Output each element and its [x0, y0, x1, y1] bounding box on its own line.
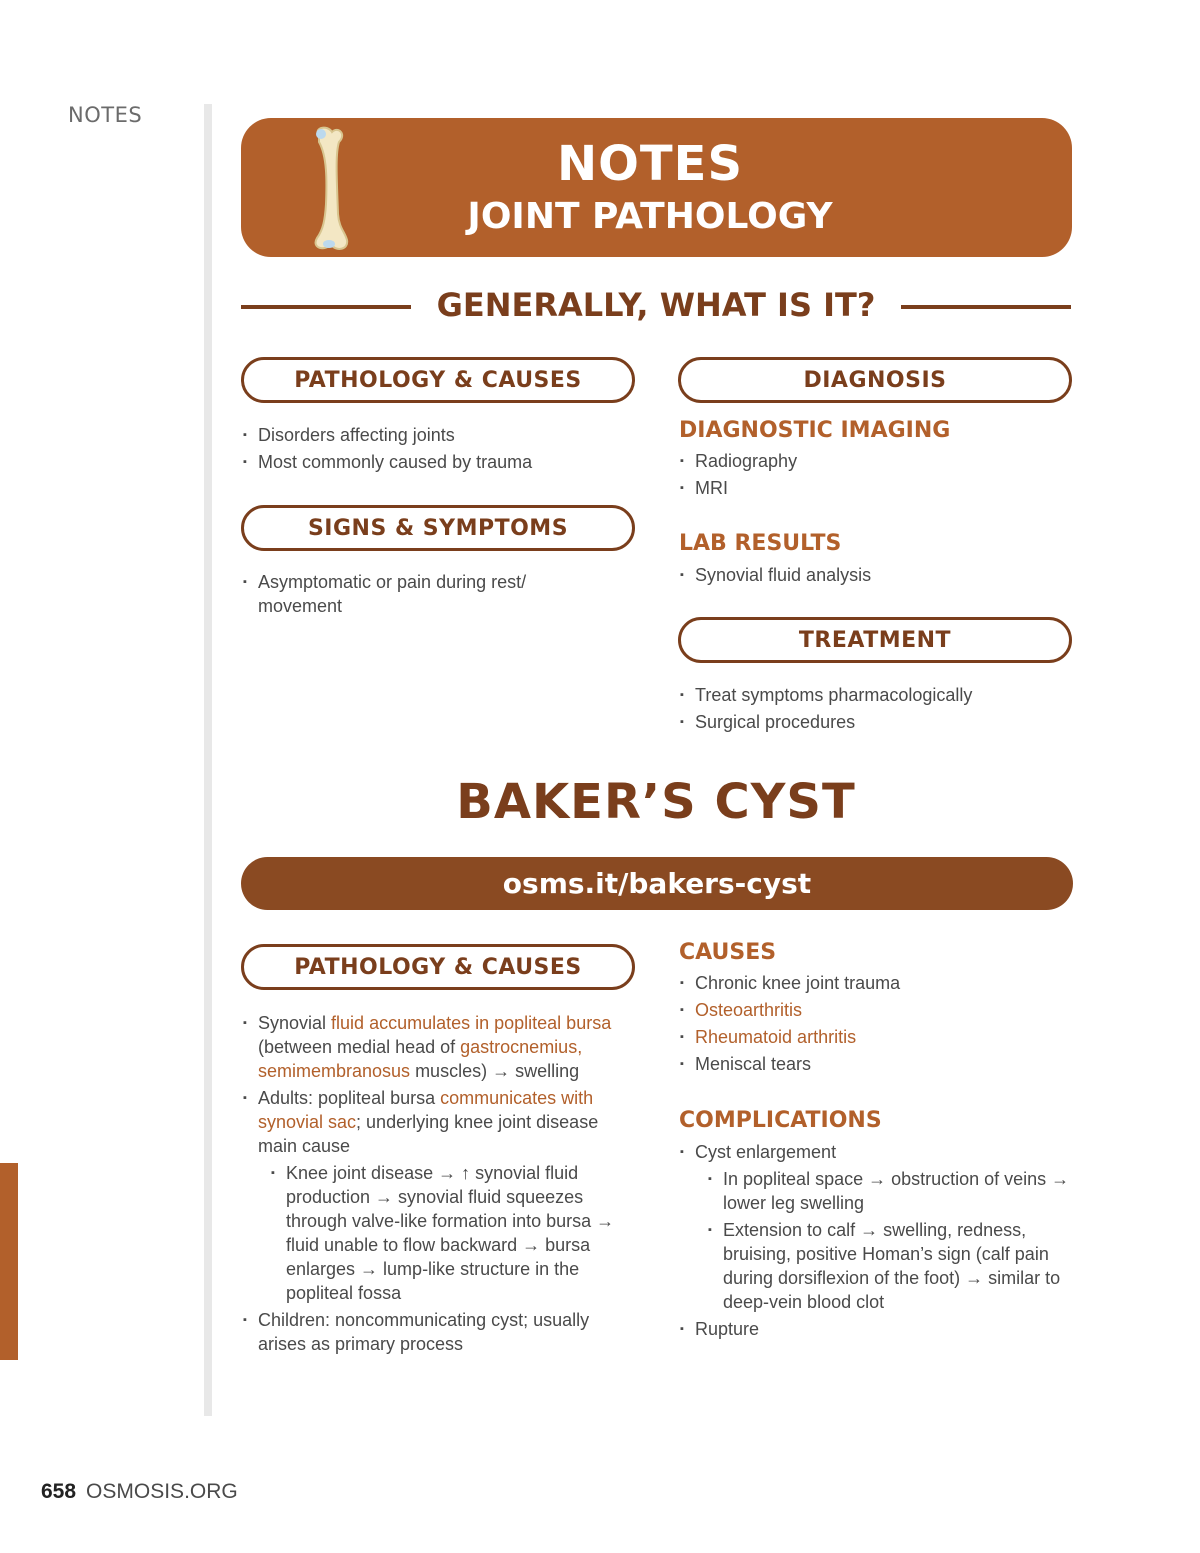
- treatment-pill: TREATMENT: [678, 617, 1072, 663]
- list-item: ▪ Disorders affecting joints: [242, 423, 632, 447]
- highlight-text: fluid accumulates in popliteal bursa: [331, 1013, 612, 1033]
- heading-rule-right: [901, 305, 1071, 309]
- causes-list: [679, 971, 1071, 1079]
- topic-title: BAKER’S CYST: [456, 774, 856, 830]
- causes-heading: CAUSES: [679, 940, 777, 965]
- bullet-text: Synovial: [258, 1013, 332, 1033]
- bullet-text: ; underlying knee joint disease main cause: [258, 1112, 599, 1156]
- lab-results-list: [679, 563, 1069, 590]
- list-item: ▪ Rupture: [679, 1317, 1073, 1341]
- pathology-causes-pill: PATHOLOGY & CAUSES: [241, 357, 635, 403]
- list-item: ▪ Synovial fluid analysis: [679, 563, 1069, 587]
- list-item: [242, 1011, 634, 1083]
- sidebar-divider: [204, 104, 212, 1416]
- list-item: ▪ Cyst enlargement: [679, 1140, 1073, 1164]
- diagnostic-imaging-list: [679, 449, 1069, 503]
- list-item: ▪ Radiography: [679, 449, 1069, 473]
- list-item: ▪ Osteoarthritis: [679, 998, 1071, 1022]
- list-item: ▪ Meniscal tears: [679, 1052, 1071, 1076]
- list-item: ▪ Chronic knee joint trauma: [679, 971, 1071, 995]
- bullet-text: muscles) → swelling: [410, 1061, 580, 1081]
- page-title: NOTES: [556, 136, 744, 192]
- list-item: [242, 1086, 634, 1158]
- topic-pathology-list: [242, 1011, 634, 1359]
- highlight-text: communicates with synovial sac: [258, 1088, 594, 1132]
- general-section-heading: GENERALLY, WHAT IS IT?: [436, 286, 876, 324]
- list-item: ▪ Surgical procedures: [679, 710, 1069, 734]
- sub-list-item: ▪ In popliteal space → obstruction of veins → lower leg swelling: [707, 1167, 1073, 1215]
- site-name: OSMOSIS.ORG: [86, 1480, 238, 1503]
- page-footer: [41, 1480, 238, 1504]
- chapter-edge-tab: [0, 1163, 18, 1360]
- general-section-heading-row: [241, 284, 1071, 328]
- list-item: ▪ Treat symptoms pharmacologically: [679, 683, 1069, 707]
- list-item: ▪ Asymptomatic or pain during rest/ movement: [242, 570, 582, 618]
- sub-list-item: ▪ Knee joint disease → ↑ synovial fluid production → synovial fluid squeezes through valve-like formation into bursa → fluid unable to flow backward → bursa enlarges → lump-like structure in the popliteal fossa: [270, 1161, 634, 1305]
- treatment-list: [679, 683, 1069, 737]
- signs-symptoms-pill: SIGNS & SYMPTOMS: [241, 505, 635, 551]
- complications-list: [679, 1140, 1073, 1344]
- list-item: ▪ MRI: [679, 476, 1069, 500]
- page-subtitle: JOINT PATHOLOGY: [467, 196, 833, 237]
- general-signs-list: [242, 570, 582, 621]
- list-item: ▪ Rheumatoid arthritis: [679, 1025, 1071, 1049]
- page-number: 658: [41, 1480, 77, 1503]
- diagnostic-imaging-heading: DIAGNOSTIC IMAGING: [679, 418, 951, 443]
- list-item: ▪ Most commonly caused by trauma: [242, 450, 632, 474]
- diagnosis-pill: DIAGNOSIS: [678, 357, 1072, 403]
- complications-heading: COMPLICATIONS: [679, 1108, 882, 1133]
- general-pathology-list: [242, 423, 632, 477]
- list-item: ▪ Children: noncommunicating cyst; usually arises as primary process: [242, 1308, 634, 1356]
- bullet-text: (between medial head of: [258, 1037, 461, 1057]
- sub-list-item: ▪ Extension to calf → swelling, redness, bruising, positive Homan’s sign (calf pain during dorsiflexion of the foot) → similar to deep-vein blood clot: [707, 1218, 1073, 1314]
- topic-link[interactable]: osms.it/bakers-cyst: [241, 857, 1073, 910]
- lab-results-heading: LAB RESULTS: [679, 531, 842, 556]
- topic-pathology-causes-pill: PATHOLOGY & CAUSES: [241, 944, 635, 990]
- highlight-text: gastrocnemius, semimembranosus: [258, 1037, 583, 1081]
- bullet-text: Adults: popliteal bursa: [258, 1088, 441, 1108]
- sidebar-notes-label: NOTES: [68, 103, 143, 127]
